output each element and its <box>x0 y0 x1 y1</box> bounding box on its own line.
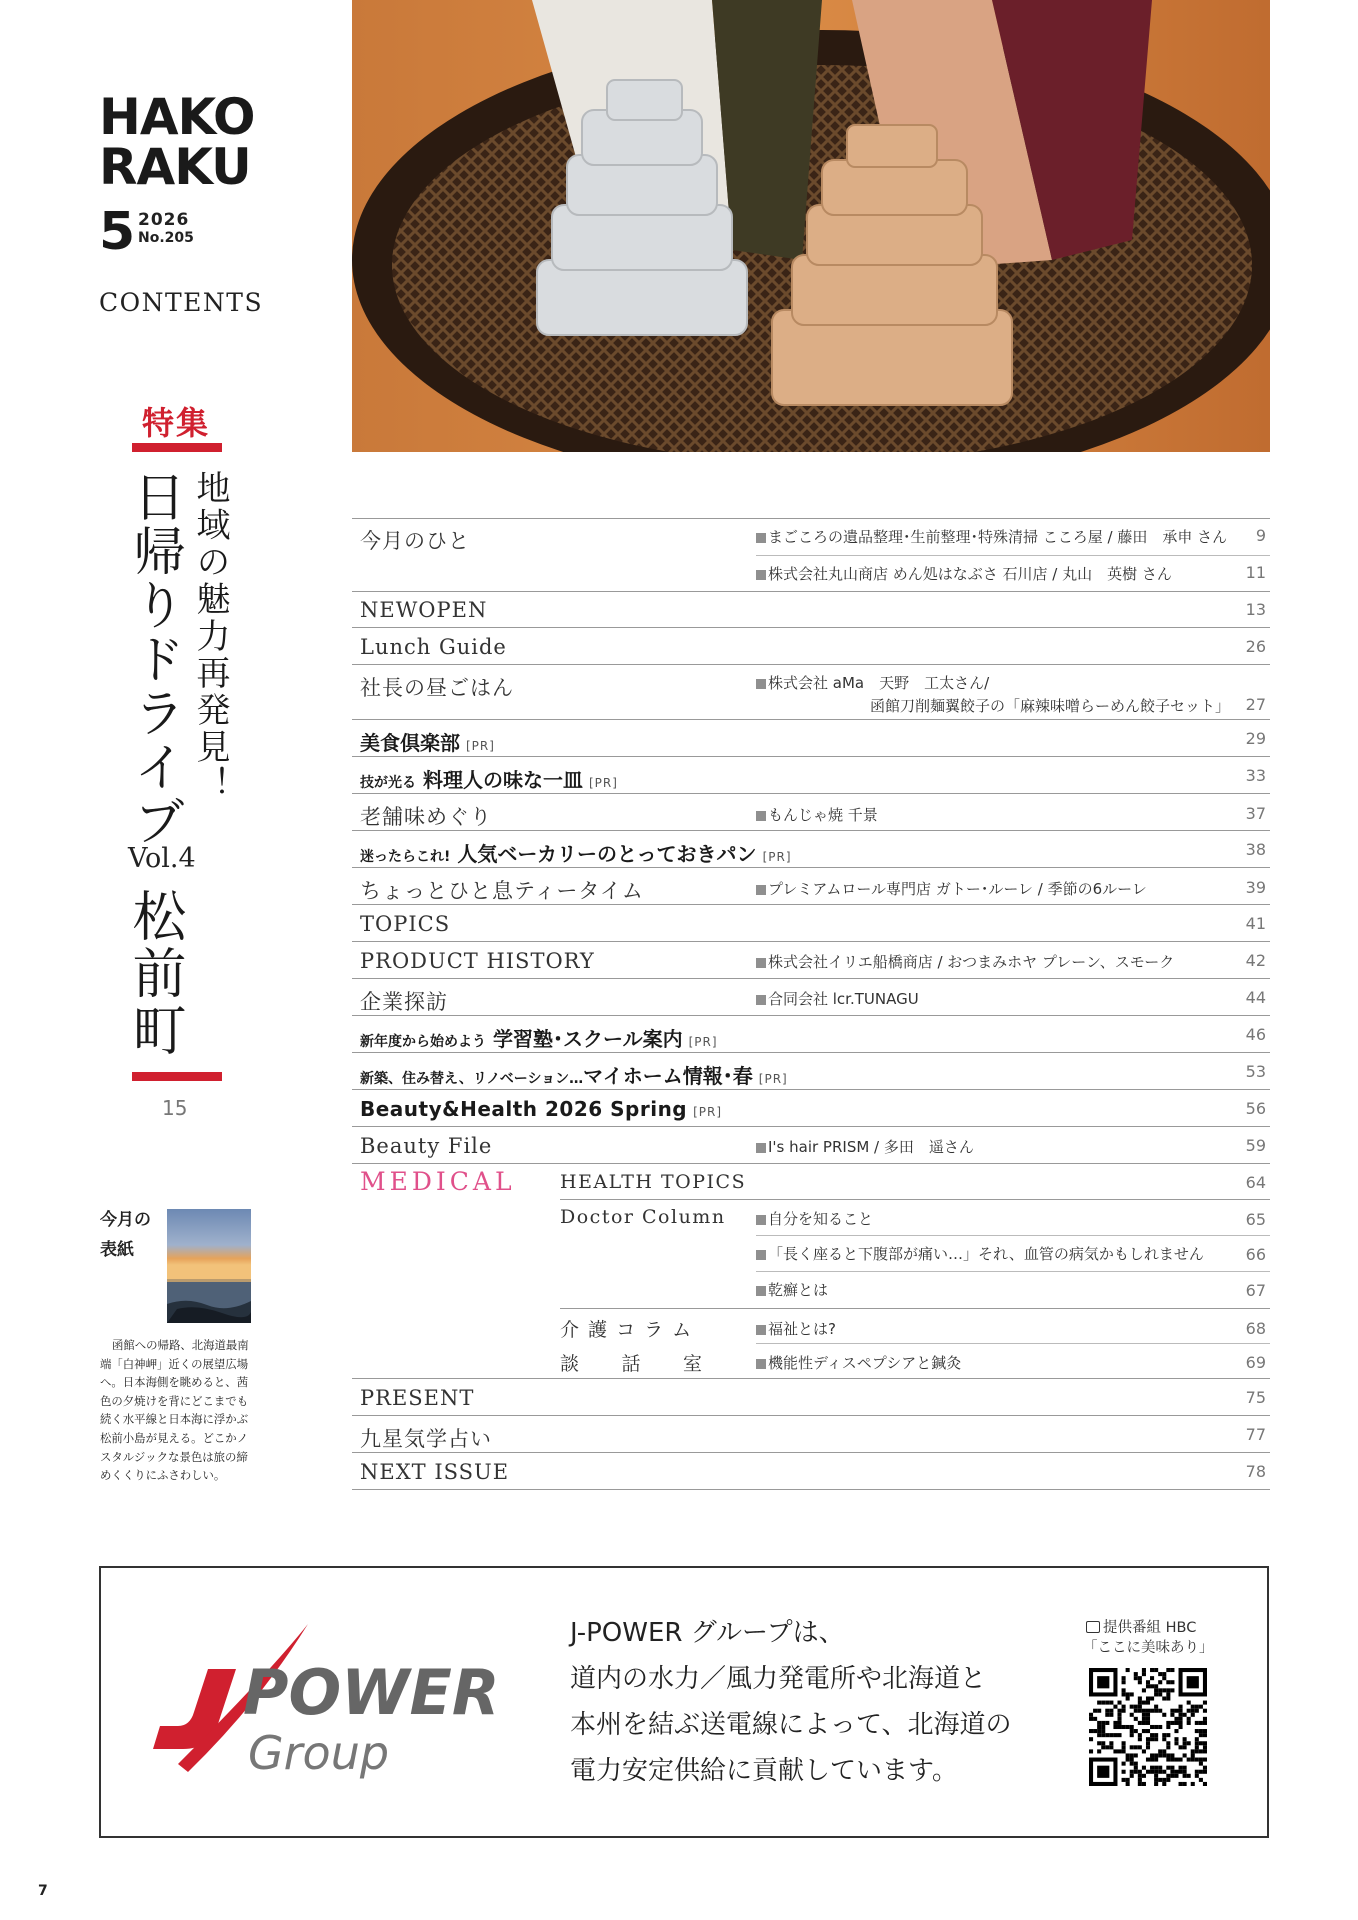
magazine-logo <box>99 88 259 196</box>
toc-page: 42 <box>1245 951 1266 970</box>
toc-row-company-visit[interactable] <box>352 980 1270 1016</box>
medical-label: MEDICAL <box>360 1167 516 1196</box>
toc-page: 27 <box>1245 695 1266 714</box>
feature-volume: Vol.4 <box>128 843 196 874</box>
toc-page: 44 <box>1245 988 1266 1007</box>
toc-desc: 函館刀削麺翼餃子の「麻辣味噌らーめん餃子セット」 <box>869 697 1230 715</box>
ad-line: 電力安定供給に貢献しています。 <box>570 1756 958 1786</box>
toc-desc: 乾癬とは <box>756 1279 828 1300</box>
toc-page: 11 <box>1245 563 1266 582</box>
cover-description: 函館への帰路、北海道最南端「白神岬」近くの展望広場へ。日本海側を眺めると、茜色の夕焼けを背にどこまでも続く水平線と日本海に浮かぶ松前小島が見える。どこかノスタルジックな景色は旅の締めくくりにふさわしい。 <box>100 1338 249 1483</box>
toc-subrule <box>756 1271 1270 1272</box>
toc-page: 56 <box>1245 1099 1266 1118</box>
toc-row-present[interactable] <box>352 1380 1270 1416</box>
toc-page: 53 <box>1245 1062 1266 1081</box>
j-power-logo <box>148 1614 528 1798</box>
toc-label: 新年度から始めよう 学習塾･スクール案内 [PR] <box>360 1027 718 1051</box>
toc-label: 美食倶楽部 [PR] <box>360 731 495 755</box>
contents-heading: CONTENTS <box>99 288 264 317</box>
toc-row-school-guide[interactable] <box>352 1017 1270 1053</box>
toc-row-talk-room[interactable] <box>352 1345 1270 1379</box>
toc-row-care-column[interactable] <box>352 1310 1270 1344</box>
toc-label: 今月のひと <box>360 529 470 553</box>
toc-label: 社長の昼ごはん <box>360 676 514 700</box>
toc-row-my-home[interactable] <box>352 1054 1270 1090</box>
toc-label: 新築、住み替え、リノベーション…マイホーム情報･春 [PR] <box>360 1064 788 1088</box>
toc-label: TOPICS <box>360 912 451 936</box>
j-power-logo-sub: Group <box>248 1726 390 1780</box>
toc-subrule <box>756 1235 1270 1236</box>
toc-label: Beauty File <box>360 1134 493 1158</box>
issue-number: No.205 <box>138 230 194 246</box>
page-number: 7 <box>38 1883 48 1899</box>
toc-desc: 機能性ディスペプシアと鍼灸 <box>756 1352 961 1373</box>
toc-row-president-lunch[interactable] <box>352 666 1270 720</box>
toc-desc: 合同会社 lcr.TUNAGU <box>756 988 919 1009</box>
toc-row-old-shops[interactable] <box>352 795 1270 831</box>
toc-desc: プレミアムロール専門店 ガトー･ルーレ / 季節の6ルーレ <box>756 878 1147 899</box>
program-title: 「ここに美味あり」 <box>1083 1640 1214 1656</box>
logo-line-2: RAKU <box>99 138 251 196</box>
toc-row-product-history[interactable] <box>352 943 1270 979</box>
ad-line: 道内の水力／風力発電所や北海道と <box>570 1664 987 1694</box>
toc-page: 64 <box>1245 1173 1266 1192</box>
toc-page: 37 <box>1245 804 1266 823</box>
feature-page: 15 <box>162 1096 188 1120</box>
toc-label: NEXT ISSUE <box>360 1460 510 1484</box>
toc-desc: 「長く座ると下腹部が痛い…」それ、血管の病気かもしれません <box>756 1243 1204 1264</box>
feature-place: 松前町 <box>124 888 187 1059</box>
toc-label: Doctor Column <box>560 1206 726 1228</box>
toc-row-chef-dish[interactable] <box>352 758 1270 794</box>
toc-row-gourmet-club[interactable] <box>352 721 1270 757</box>
toc-row-topics[interactable] <box>352 906 1270 942</box>
toc-page: 78 <box>1245 1462 1266 1481</box>
toc-page: 33 <box>1245 766 1266 785</box>
toc-page: 9 <box>1255 526 1266 545</box>
toc-label: PRESENT <box>360 1386 475 1410</box>
toc-row-fortune[interactable] <box>352 1417 1270 1453</box>
toc-label: 介 護 コ ラ ム <box>560 1319 693 1341</box>
toc-row-person[interactable] <box>352 518 1270 592</box>
program-credit: 提供番組 HBC <box>1086 1616 1196 1637</box>
toc-label: HEALTH TOPICS <box>560 1171 747 1193</box>
tv-icon <box>1086 1621 1100 1633</box>
toc-row-doctor-column[interactable] <box>352 1201 1270 1309</box>
toc-page: 38 <box>1245 840 1266 859</box>
toc-row-beauty-health[interactable] <box>352 1091 1270 1127</box>
toc-desc: 株式会社イリエ船橋商店 / おつまみホヤ プレーン、スモーク <box>756 951 1174 972</box>
logo-line-1: HAKO <box>99 88 255 146</box>
toc-row-lunch-guide[interactable] <box>352 629 1270 665</box>
toc-page: 75 <box>1245 1388 1266 1407</box>
toc-row-beauty-file[interactable] <box>352 1128 1270 1164</box>
toc-desc: 自分を知ること <box>756 1208 873 1229</box>
ad-copy <box>570 1610 1011 1794</box>
toc-label: 技が光る 料理人の味な一皿 [PR] <box>360 768 618 792</box>
toc-label: 企業探訪 <box>360 990 448 1014</box>
toc-desc: もんじゃ焼 千景 <box>756 804 878 825</box>
toc-page: 77 <box>1245 1425 1266 1444</box>
issue-month: 5 <box>99 202 136 262</box>
toc-desc: 福祉とは? <box>756 1318 836 1339</box>
feature-subtitle: 地域の魅力再発見！ <box>190 470 230 803</box>
cover-label: 今月の表紙 <box>100 1210 151 1260</box>
toc-label: 老舗味めぐり <box>360 805 492 829</box>
toc-desc: まごころの遺品整理･生前整理･特殊清掃 こころ屋 / 藤田 承申 さん <box>756 526 1227 547</box>
toc-page: 41 <box>1245 914 1266 933</box>
toc-page: 68 <box>1245 1319 1266 1338</box>
toc-page: 69 <box>1245 1353 1266 1372</box>
toc-subrule <box>756 1343 1270 1344</box>
toc-page: 29 <box>1245 729 1266 748</box>
toc-label: 談 話 室 <box>560 1353 704 1375</box>
cover-thumbnail <box>167 1209 251 1323</box>
feature-top-bracket <box>132 443 222 452</box>
feature-photo <box>352 0 1270 452</box>
toc-label: ちょっとひと息ティータイム <box>360 879 644 903</box>
toc-page: 65 <box>1245 1210 1266 1229</box>
feature-label: 特集 <box>142 404 211 442</box>
toc-page: 59 <box>1245 1136 1266 1155</box>
toc-page: 66 <box>1245 1245 1266 1264</box>
toc-row-next-issue[interactable] <box>352 1454 1270 1490</box>
toc-desc: 株式会社 aMa 天野 工太さん/ <box>756 672 989 693</box>
toc-subrule <box>560 1308 1270 1309</box>
toc-row-bakery[interactable] <box>352 832 1270 868</box>
toc-page: 13 <box>1245 600 1266 619</box>
ad-line: 本州を結ぶ送電線によって、北海道の <box>570 1710 1012 1740</box>
qr-code[interactable] <box>1089 1668 1207 1786</box>
toc-label: 迷ったらこれ! 人気ベーカリーのとっておきパン [PR] <box>360 842 792 866</box>
toc-desc: I's hair PRISM / 多田 遥さん <box>756 1136 974 1157</box>
toc-row-newopen[interactable] <box>352 592 1270 628</box>
toc-page: 39 <box>1245 878 1266 897</box>
toc-label: Beauty&Health 2026 Spring [PR] <box>360 1097 723 1121</box>
toc-subrule <box>756 555 1270 556</box>
toc-label: NEWOPEN <box>360 598 488 622</box>
toc-label: Lunch Guide <box>360 635 507 659</box>
j-power-logo-main: POWER <box>243 1656 500 1729</box>
toc-label: 九星気学占い <box>360 1427 492 1451</box>
toc-page: 46 <box>1245 1025 1266 1044</box>
feature-title: 日帰りドライブ <box>124 470 184 848</box>
toc-row-tea-time[interactable] <box>352 869 1270 905</box>
toc-label: PRODUCT HISTORY <box>360 949 595 973</box>
toc-page: 67 <box>1245 1281 1266 1300</box>
toc-desc: 株式会社丸山商店 めん処はなぶさ 石川店 / 丸山 英樹 さん <box>756 563 1172 584</box>
feature-bottom-bracket <box>132 1072 222 1081</box>
toc-row-health-topics[interactable] <box>352 1165 1270 1200</box>
toc-page: 26 <box>1245 637 1266 656</box>
issue-year: 2026 <box>138 210 190 230</box>
ad-line: J-POWER グループは、 <box>570 1618 845 1648</box>
toc-subrule <box>560 1199 1270 1200</box>
